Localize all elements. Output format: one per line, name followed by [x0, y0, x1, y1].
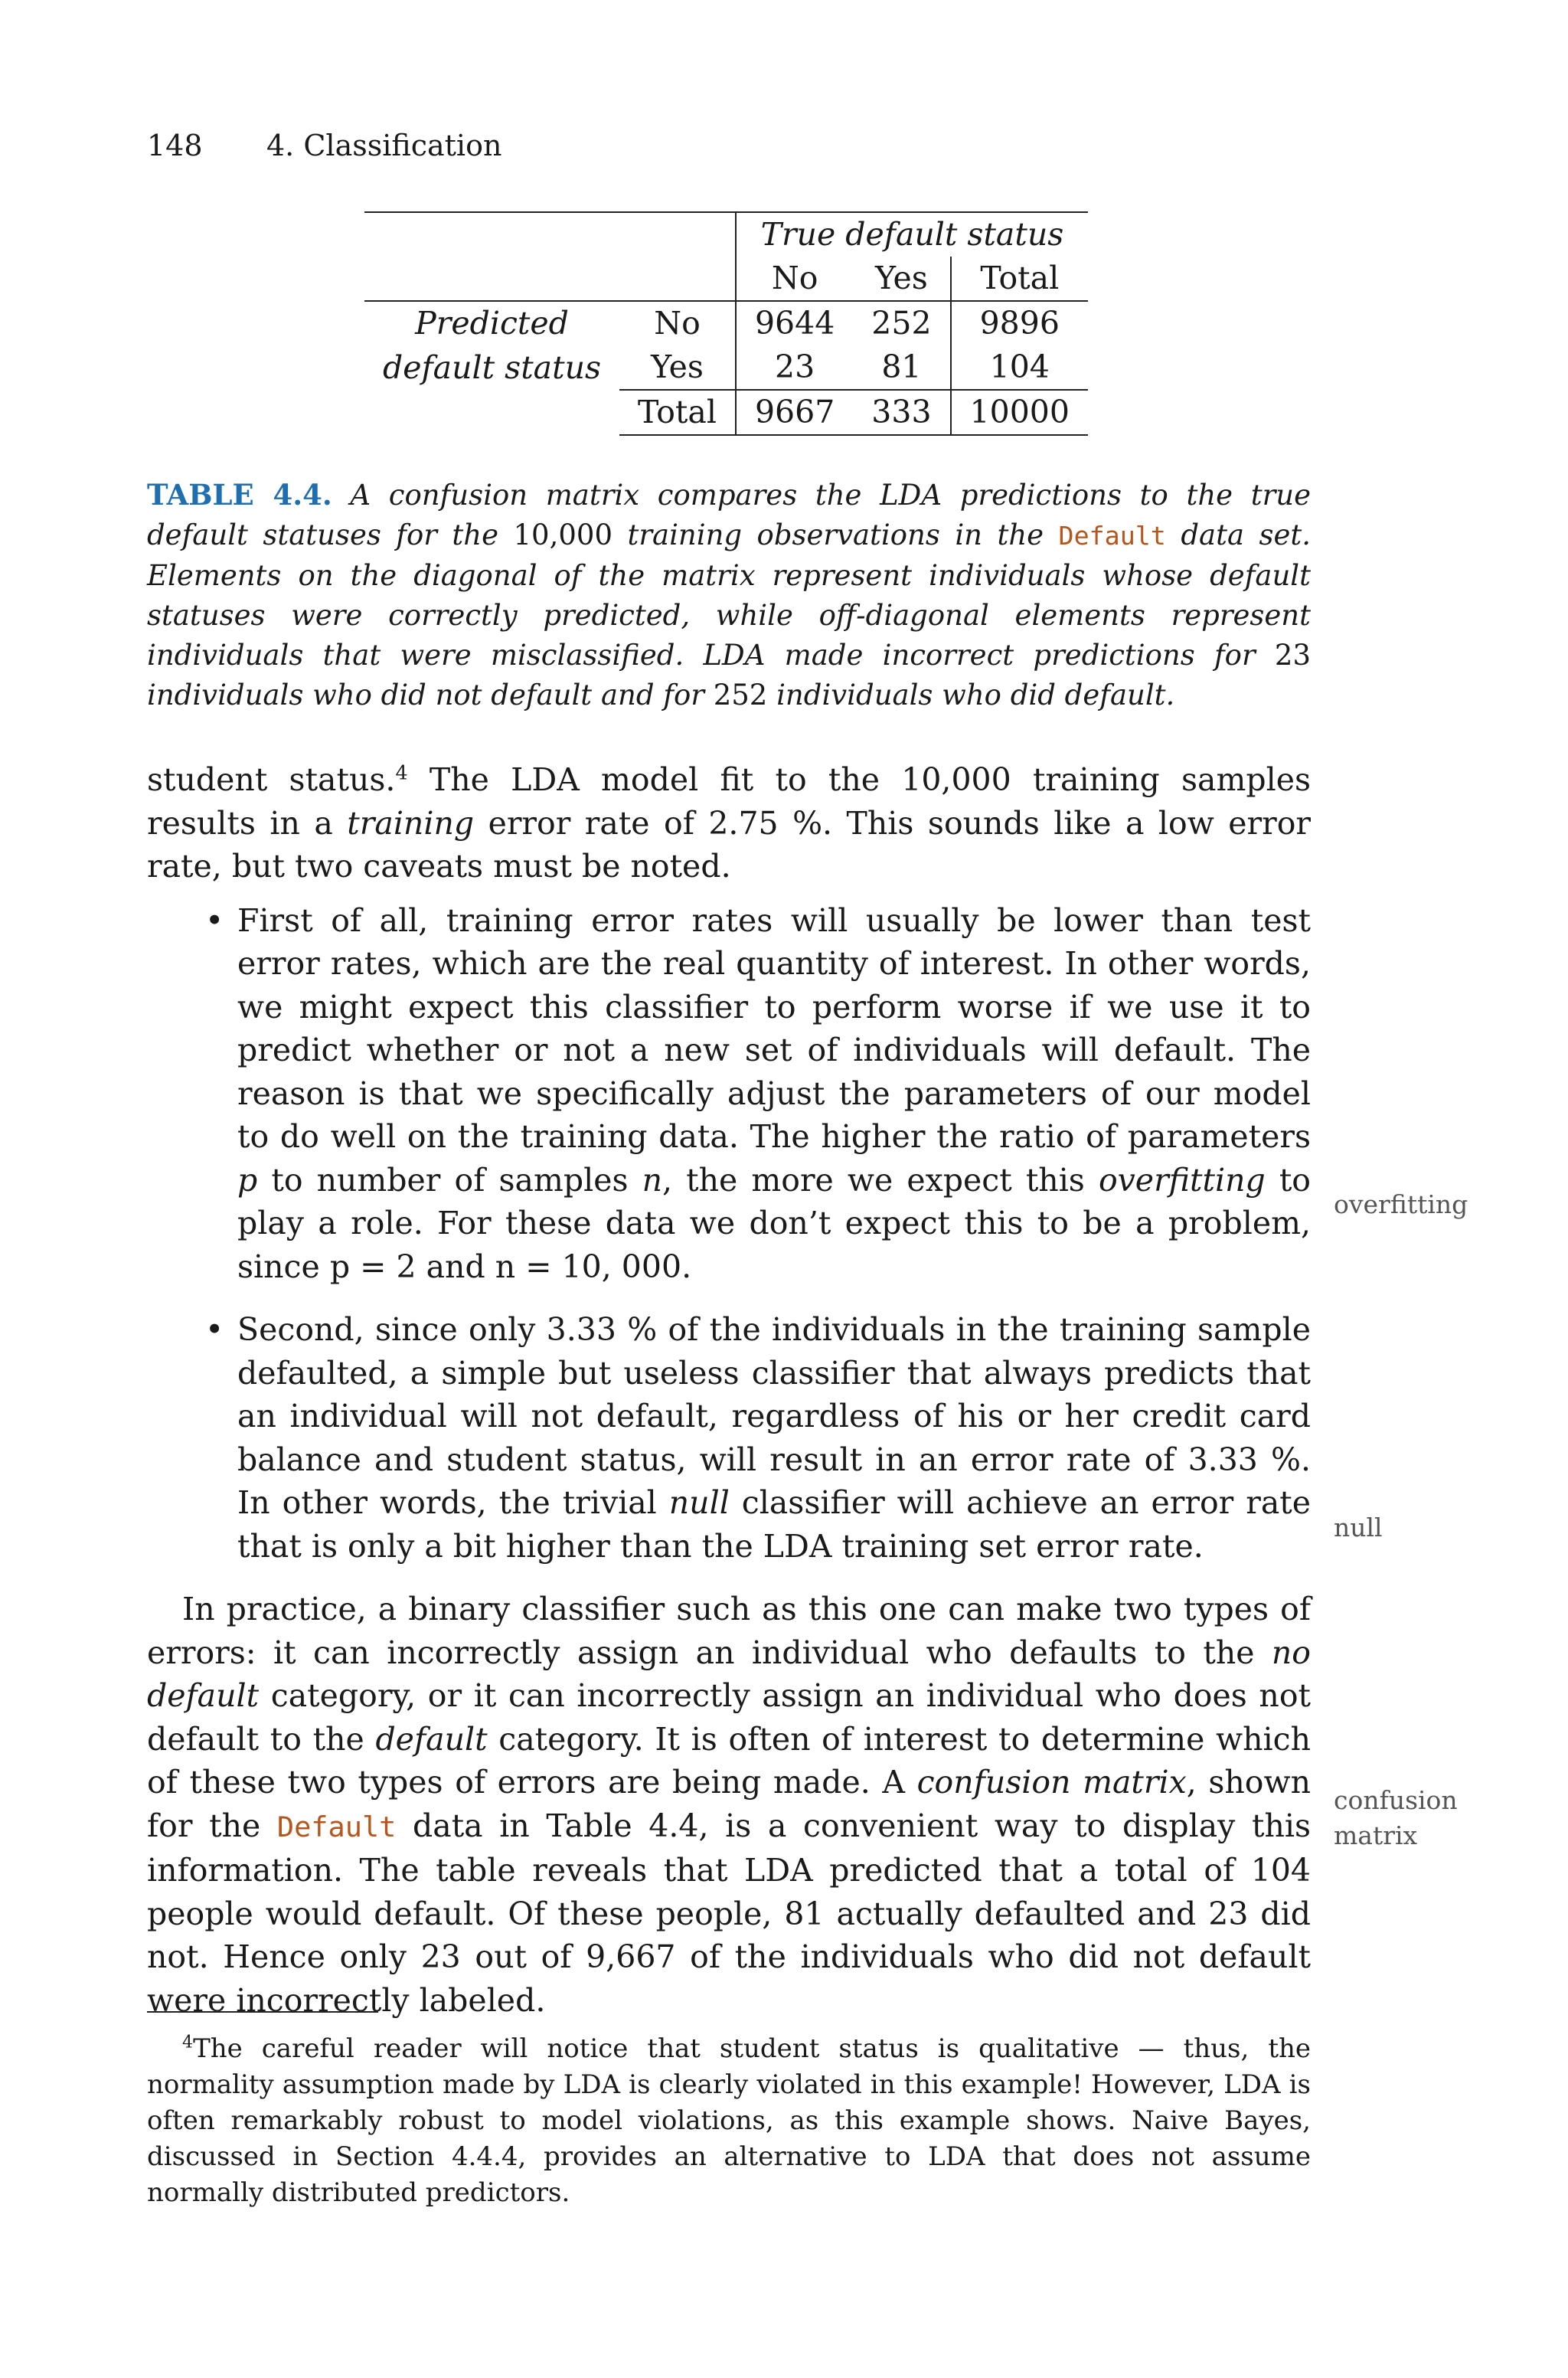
- caveat-list: [147, 899, 1311, 1568]
- table-header-row: [364, 212, 1088, 257]
- text-run: First of all, training error rates will usually be lower than test error rates, which are the real quantity of interest. In other words, we might expect this classifier to perform worse if we use it to predict whether or not a new set of individuals will default. The reason is that we specifically adjust the parameters of our model to do well on the training data. The higher the ratio of parameters: [237, 901, 1311, 1155]
- caption-text: A confusion matrix compares the LDA predictions to the true default statuses for the: [147, 479, 1311, 551]
- paragraph: [147, 1588, 1311, 2022]
- table-blank-cell: [619, 212, 736, 257]
- row-label-yes: Yes: [619, 345, 736, 390]
- margin-note-line: matrix: [1334, 1820, 1418, 1850]
- text-run: data in Table 4.4, is a convenient way to display this information. The table reveals that LDA predicted that a total of 104 people would default. Of these people, 81 actually defaulted and 23 did not. Hence only 23 out of 9,667 of the individuals who did not default were incorrectly labeled.: [147, 1807, 1312, 2019]
- table-blank-cell: [364, 212, 619, 257]
- cell-total-total: 10000: [951, 390, 1088, 435]
- page-number: 148: [147, 129, 203, 162]
- body-text: [147, 758, 1311, 2022]
- margin-note-null: null: [1334, 1513, 1383, 1542]
- math-expr: n = 10, 000: [495, 1248, 682, 1285]
- caption-label: TABLE 4.4.: [147, 478, 332, 512]
- margin-note-line: confusion: [1334, 1785, 1458, 1815]
- text-run: .: [681, 1248, 692, 1285]
- footnote-rule: [147, 2011, 378, 2013]
- caption-text: individuals who did default.: [767, 679, 1175, 711]
- col-header-yes: Yes: [853, 257, 950, 301]
- text-run: to number of samples: [257, 1161, 642, 1199]
- emphasis: overfitting: [1098, 1161, 1266, 1199]
- caption-text: training observations in the: [612, 518, 1059, 551]
- table-total-row: [364, 390, 1088, 435]
- margin-note-confusion-matrix: [1334, 1783, 1533, 1853]
- list-item: [237, 899, 1311, 1289]
- table-blank-cell: [364, 390, 619, 435]
- paragraph: [147, 758, 1311, 888]
- caption-text: data set. Elements on the diagonal of the matrix represent individuals whose default statuses were correctly predicted, while off-diagonal elements represent individuals that were misclassified. LDA made incorrect predictions for: [147, 518, 1311, 672]
- row-label-total: Total: [619, 390, 736, 435]
- caption-text: individuals who did not default and for: [147, 679, 714, 711]
- row-label-no: No: [619, 301, 736, 345]
- cell-total-yes: 333: [853, 390, 950, 435]
- table-blank-cell: [619, 257, 736, 301]
- text-run: classifier will achieve an error rate that is only a bit higher than the LDA training set error rate.: [237, 1484, 1311, 1565]
- footnote: [147, 2031, 1311, 2211]
- table-row: [364, 301, 1088, 345]
- table-blank-cell: [364, 257, 619, 301]
- true-status-header: True default status: [736, 212, 1088, 257]
- confusion-matrix-table: [364, 211, 1088, 436]
- caption-number: 10,000: [513, 518, 612, 551]
- emphasis: no default: [147, 1634, 1311, 1714]
- footnote-text: The careful reader will notice that student status is qualitative — thus, the normality assumption made by LDA is clearly violated in this example! However, LDA is often remarkably robust to model violations, as this example shows. Naive Bayes, discussed in Section 4.4.4, provides an alternative to LDA that does not assume normally distributed predictors.: [147, 2033, 1311, 2208]
- math-expr: p = 2: [329, 1248, 416, 1285]
- table-row: [364, 345, 1088, 390]
- text-run: category. It is often of interest to determine which of these two types of errors are being made. A: [147, 1720, 1311, 1801]
- text-run: error rate of 2.75 %. This sounds like a low error rate, but two caveats must be noted.: [147, 804, 1312, 885]
- default-status-label: default status: [383, 348, 602, 386]
- caption-number: 252: [713, 679, 768, 711]
- cell-yes-no: 23: [775, 348, 815, 385]
- col-header-no: No: [771, 260, 818, 296]
- emphasis: default: [375, 1720, 488, 1758]
- footnote-mark: 4: [182, 2032, 194, 2053]
- text-run: and: [416, 1248, 495, 1285]
- cell-yes-yes: 81: [853, 345, 950, 390]
- table-column-header-row: [364, 257, 1088, 301]
- text-run: , the more we expect this: [662, 1161, 1099, 1199]
- inline-code: Default: [276, 1810, 397, 1843]
- emphasis: training: [347, 804, 475, 842]
- emphasis: confusion matrix: [916, 1764, 1187, 1801]
- table-caption: [147, 475, 1311, 715]
- caption-code: Default: [1058, 521, 1166, 551]
- text-run: category, or it can incorrectly assign an individual who does not default to the: [147, 1677, 1311, 1758]
- running-head: [147, 129, 501, 162]
- cell-no-yes: 252: [853, 301, 950, 345]
- section-title: 4. Classification: [266, 129, 502, 162]
- cell-no-no: 9644: [736, 301, 853, 345]
- text-run: student status.: [147, 761, 396, 798]
- text-run: Second, since only 3.33 % of the individuals in the training sample defaulted, a simple but useless classifier that always predicts that an individual will not default, regardless of his or her credit card balance and student status, will result in an error rate of 3.33 %. In other words, the trivial: [237, 1311, 1311, 1521]
- text-run: to play a role. For these data we don’t expect this to be a problem, since: [237, 1161, 1311, 1285]
- footnote-body: [147, 2031, 1311, 2211]
- cell-no-total: 9896: [951, 301, 1088, 345]
- cell-yes-total: 104: [989, 348, 1050, 385]
- predicted-label: Predicted: [364, 301, 619, 345]
- col-header-total: Total: [980, 260, 1060, 296]
- math-var: n: [642, 1161, 663, 1199]
- list-item: [237, 1308, 1311, 1568]
- cell-total-no: 9667: [736, 390, 853, 435]
- footnote-ref: 4: [395, 761, 408, 784]
- math-var: p: [237, 1161, 258, 1199]
- text-run: The LDA model fit to the 10,000 training samples results in a: [147, 761, 1312, 842]
- caption-number: 23: [1274, 639, 1311, 672]
- emphasis: null: [668, 1484, 730, 1521]
- text-run: , shown for the: [147, 1764, 1311, 1844]
- margin-note-overfitting: overfitting: [1334, 1189, 1468, 1219]
- text-run: In practice, a binary classifier such as this one can make two types of errors: it can incorrectly assign an individual who defaults to the: [147, 1591, 1311, 1671]
